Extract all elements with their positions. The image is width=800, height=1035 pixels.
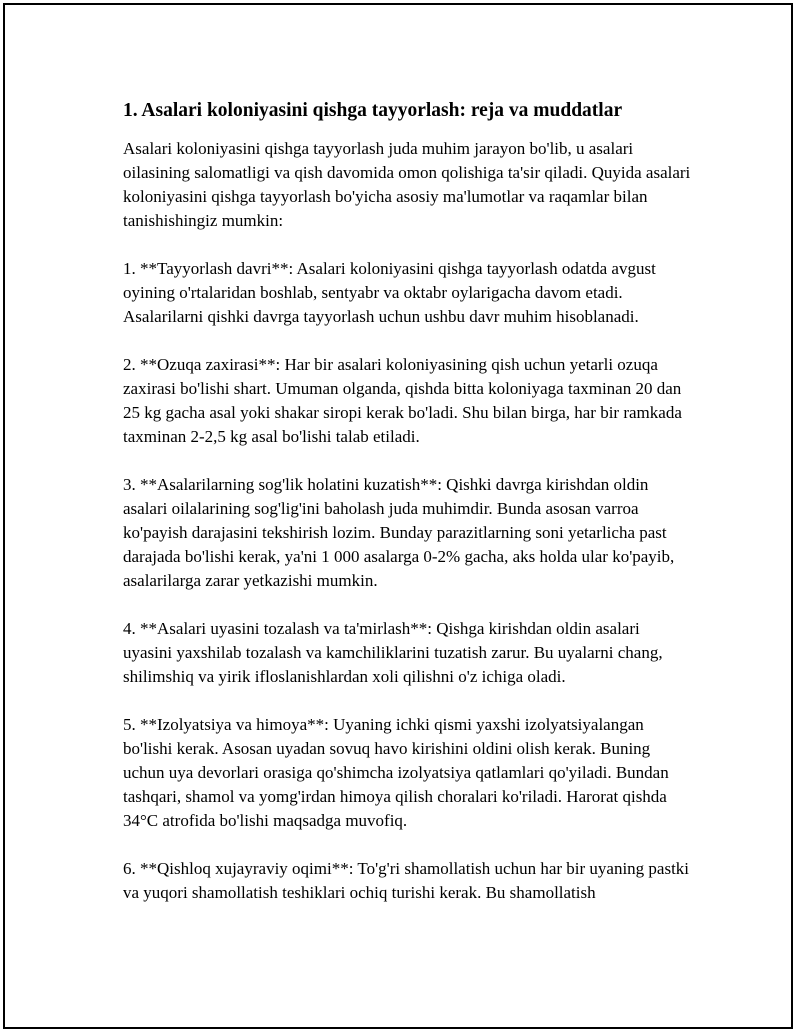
document-body bbox=[123, 98, 693, 905]
list-item-food-reserve: 2. **Ozuqa zaxirasi**: Har bir asalari koloniyasining qish uchun yetarli ozuqa zaxirasi bo'lishi shart. Umuman olganda, qishda bitta koloniyaga taxminan 20 dan 25 kg gacha asal yoki shakar siropi kerak bo'ladi. Shu bilan birga, har bir ramkada taxminan 2-2,5 kg asal bo'lishi talab etiladi. bbox=[123, 355, 682, 446]
list-item-health-monitoring: 3. **Asalarilarning sog'lik holatini kuzatish**: Qishki davrga kirishdan oldin asalari oilalarining sog'lig'ini baholash juda muhimdir. Bunda asosan varroa ko'payish darajasini tekshirish lozim. Bunday parazitlarning soni yetarlicha past darajada bo'lishi kerak, ya'ni 1 000 asalarga 0-2% gacha, aks holda ular ko'payib, asalarilarga zarar yetkazishi mumkin. bbox=[123, 475, 675, 590]
page-frame bbox=[3, 3, 793, 1029]
section-heading: 1. Asalari koloniyasini qishga tayyorlash: reja va muddatlar bbox=[123, 100, 623, 121]
list-item-ventilation: 6. **Qishloq xujayraviy oqimi**: To'g'ri shamollatish uchun har bir uyaning pastki va yuqori shamollatish teshiklari ochiq turishi kerak. Bu shamollatish bbox=[123, 859, 690, 902]
list-item-hive-cleaning: 4. **Asalari uyasini tozalash va ta'mirlash**: Qishga kirishdan oldin asalari uyasini yaxshilab tozalash va kamchiliklarini tuzatish zarur. Bu uyalarni chang, shilimshiq va yirik ifloslanishlardan xoli qilishni o'z ichiga oladi. bbox=[123, 619, 663, 686]
list-item-insulation: 5. **Izolyatsiya va himoya**: Uyaning ichki qismi yaxshi izolyatsiyalangan bo'lishi kerak. Asosan uyadan sovuq havo kirishini oldini olish kerak. Buning uchun uya devorlari orasiga qo'shimcha izolyatsiya qatlamlari qo'yiladi. Bundan tashqari, shamol va yomg'irdan himoya qilish choralari ko'riladi. Harorat qishda 34°C atrofida bo'lishi maqsadga muvofiq. bbox=[123, 715, 669, 830]
intro-paragraph: Asalari koloniyasini qishga tayyorlash juda muhim jarayon bo'lib, u asalari oilasining salomatligi va qish davomida omon qolishiga ta'sir qiladi. Quyida asalari koloniyasini qishga tayyorlash bo'yicha asosiy ma'lumotlar va raqamlar bilan tanishishingiz mumkin: bbox=[123, 139, 691, 230]
list-item-preparation-period: 1. **Tayyorlash davri**: Asalari koloniyasini qishga tayyorlash odatda avgust oyining o'rtalaridan boshlab, sentyabr va oktabr oylarigacha davom etadi. Asalarilarni qishki davrga tayyorlash uchun ushbu davr muhim hisoblanadi. bbox=[123, 259, 656, 326]
